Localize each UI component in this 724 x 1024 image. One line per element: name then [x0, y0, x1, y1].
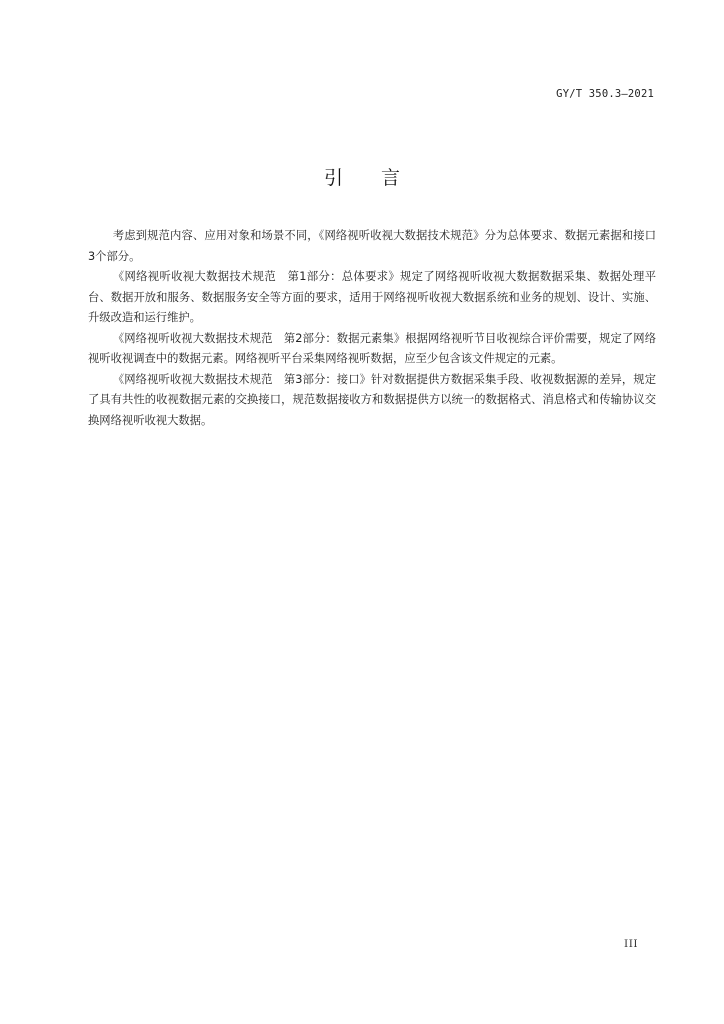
page-number: III	[624, 938, 638, 950]
paragraph-part-2: 《网络视听收视大数据技术规范 第2部分：数据元素集》根据网络视听节目收视综合评价需要，规定了网络视听收视调查中的数据元素。网络视听平台采集网络视听数据，应至少包含该文件规定的元素。	[88, 331, 656, 365]
page-title: 引言	[323, 167, 438, 189]
introduction-body	[88, 226, 656, 431]
document-code: GY/T 350.3—2021	[556, 88, 654, 100]
paragraph-overview: 考虑到规范内容、应用对象和场景不同，《网络视听收视大数据技术规范》分为总体要求、数据元素据和接口3个部分。	[88, 229, 656, 263]
paragraph-part-1: 《网络视听收视大数据技术规范 第1部分：总体要求》规定了网络视听收视大数据数据采集、数据处理平台、数据开放和服务、数据服务安全等方面的要求，适用于网络视听收视大数据系统和业务的规划、设计、实施、升级改造和运行维护。	[88, 270, 656, 324]
paragraph-part-3: 《网络视听收视大数据技术规范 第3部分：接口》针对数据提供方数据采集手段、收视数据源的差异，规定了具有共性的收视数据元素的交换接口，规范数据接收方和数据提供方以统一的数据格式、消息格式和传输协议交换网络视听收视大数据。	[88, 372, 656, 427]
